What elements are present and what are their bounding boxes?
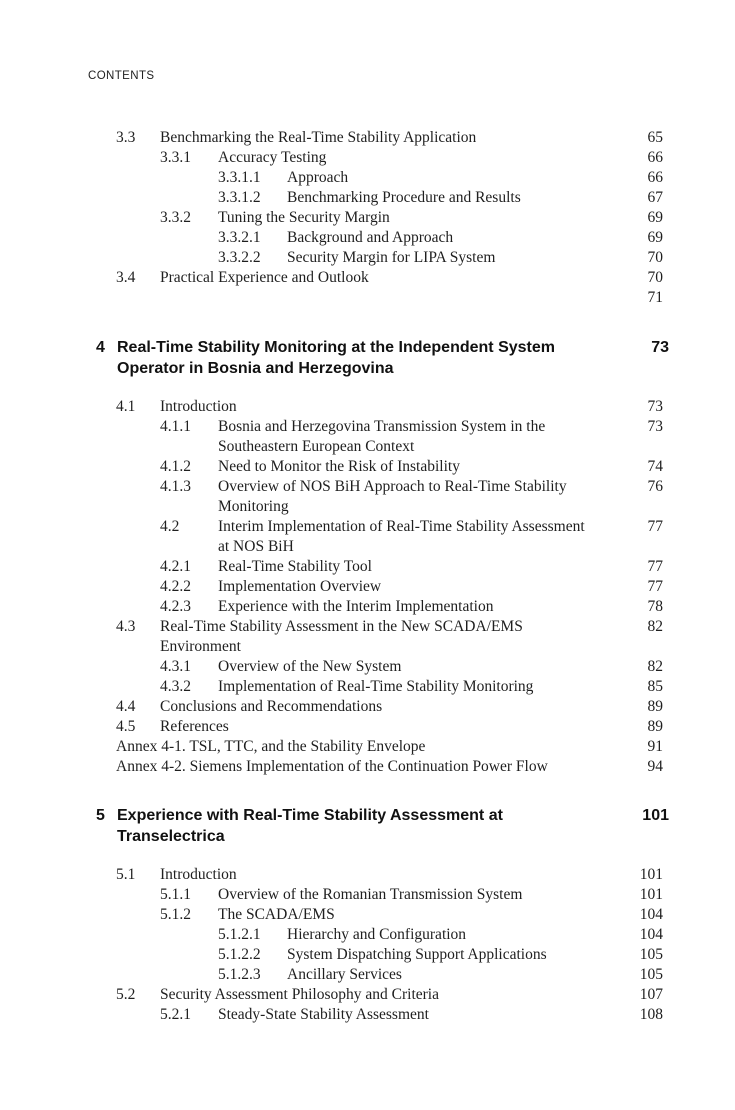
section-title: Southeastern European Context [218, 438, 415, 455]
toc-entry[interactable] [0, 905, 735, 925]
section-title: References [160, 718, 229, 735]
section-title: Accuracy Testing [218, 149, 327, 166]
toc-entry[interactable] [0, 865, 735, 885]
toc-entry[interactable] [0, 557, 735, 577]
toc-entry[interactable] [0, 397, 735, 417]
section-number: 3.3.2.2 [218, 249, 261, 266]
section-number: 5.1 [116, 866, 136, 883]
section-title: The SCADA/EMS [218, 906, 335, 923]
toc-entry[interactable] [0, 985, 735, 1005]
section-number: 4.1.3 [160, 478, 191, 495]
chapter-5-heading[interactable] [96, 805, 669, 849]
page-number: 69 [647, 209, 663, 226]
page-number: 85 [647, 678, 663, 695]
toc-entry[interactable] [0, 577, 735, 597]
page-number: 70 [647, 249, 663, 266]
section-title: at NOS BiH [218, 538, 294, 555]
section-number: 5.2 [116, 986, 136, 1003]
toc-entry[interactable] [0, 945, 735, 965]
page-number: 101 [639, 866, 663, 883]
section-title: Approach [287, 169, 349, 186]
chapter-title-line-2: Transelectrica [117, 828, 225, 845]
section-title: Overview of the Romanian Transmission System [218, 886, 523, 903]
page-number: 101 [639, 886, 663, 903]
chapter-title-line-1: Real-Time Stability Monitoring at the Independent System [117, 339, 555, 356]
section-number: 4.1.1 [160, 418, 191, 435]
toc-entry[interactable] [0, 417, 735, 437]
toc-entry[interactable] [0, 497, 735, 517]
chapter-page: 101 [642, 807, 669, 824]
page-number: 70 [647, 269, 663, 286]
section-number: 4.2.2 [160, 578, 191, 595]
toc-entry[interactable] [0, 677, 735, 697]
toc-entry[interactable] [0, 657, 735, 677]
section-title: Security Assessment Philosophy and Criteria [160, 986, 439, 1003]
toc-entry[interactable] [0, 288, 735, 308]
section-title: Introduction [160, 398, 237, 415]
toc-entry[interactable] [0, 477, 735, 497]
page-number: 71 [647, 289, 663, 306]
section-title: Experience with the Interim Implementation [218, 598, 494, 615]
section-title: Implementation of Real-Time Stability Monitoring [218, 678, 534, 695]
section-title: Benchmarking the Real-Time Stability Application [160, 129, 477, 146]
toc-entry[interactable] [0, 697, 735, 717]
page-number: 77 [647, 518, 663, 535]
chapter-title-line-1: Experience with Real-Time Stability Assessment at [117, 807, 503, 824]
toc-entry[interactable] [0, 885, 735, 905]
section-number: 4.3 [116, 618, 136, 635]
page-number: 89 [647, 718, 663, 735]
toc-entry[interactable] [0, 437, 735, 457]
section-number: 5.1.2 [160, 906, 191, 923]
section-title: Interim Implementation of Real-Time Stability Assessment [218, 518, 585, 535]
page-number: 91 [647, 738, 663, 755]
page-number: 108 [639, 1006, 663, 1023]
page-number: 104 [639, 906, 663, 923]
page-number: 73 [647, 398, 663, 415]
toc-entry[interactable] [0, 965, 735, 985]
page-number: 74 [647, 458, 663, 475]
section-title: Background and Approach [287, 229, 454, 246]
section-number: 3.4 [116, 269, 136, 286]
toc-entry[interactable] [0, 188, 735, 208]
chapter-number: 4 [96, 339, 105, 356]
toc-entry[interactable] [0, 268, 735, 288]
section-number: 3.3.1.1 [218, 169, 261, 186]
section-title: Benchmarking Procedure and Results [287, 189, 521, 206]
section-number: 3.3.2.1 [218, 229, 261, 246]
section-title: Annex 4-2. Siemens Implementation of the Continuation Power Flow [116, 758, 548, 775]
page-number: 78 [647, 598, 663, 615]
page-number: 105 [639, 966, 663, 983]
running-head: CONTENTS [88, 70, 155, 82]
section-number: 4.3.1 [160, 658, 191, 675]
section-title: Introduction [160, 866, 237, 883]
toc-entry[interactable] [0, 128, 735, 148]
page-number: 104 [639, 926, 663, 943]
toc-entry[interactable] [0, 597, 735, 617]
toc-entry[interactable] [0, 537, 735, 557]
section-number: 5.1.2.2 [218, 946, 261, 963]
page-number: 73 [647, 418, 663, 435]
page-number: 82 [647, 618, 663, 635]
section-title: Monitoring [218, 498, 289, 515]
section-number: 4.2 [160, 518, 180, 535]
page-number: 69 [647, 229, 663, 246]
section-number: 3.3 [116, 129, 136, 146]
section-title: Conclusions and Recommendations [160, 698, 383, 715]
toc-entry[interactable] [0, 737, 735, 757]
section-title: Real-Time Stability Tool [218, 558, 372, 575]
toc-entry[interactable] [0, 637, 735, 657]
page-number: 94 [647, 758, 663, 775]
section-title: Bosnia and Herzegovina Transmission System in the [218, 418, 546, 435]
section-number: 4.5 [116, 718, 136, 735]
section-number: 4.4 [116, 698, 136, 715]
section-number: 3.3.1 [160, 149, 191, 166]
page-number: 67 [647, 189, 663, 206]
section-number: 4.2.3 [160, 598, 191, 615]
toc-entry[interactable] [0, 925, 735, 945]
section-number: 5.1.2.3 [218, 966, 261, 983]
section-number: 4.3.2 [160, 678, 191, 695]
page-number: 66 [647, 169, 663, 186]
section-number: 4.1 [116, 398, 136, 415]
toc-entry[interactable] [0, 717, 735, 737]
section-title: Overview of NOS BiH Approach to Real-Time Stability [218, 478, 567, 495]
section-number: 5.2.1 [160, 1006, 191, 1023]
section-title: Implementation Overview [218, 578, 382, 595]
chapter-page: 73 [651, 339, 669, 356]
page-number: 82 [647, 658, 663, 675]
toc-entry[interactable] [0, 1005, 735, 1025]
toc-entry[interactable] [0, 517, 735, 537]
page-number: 89 [647, 698, 663, 715]
section-title: Need to Monitor the Risk of Instability [218, 458, 460, 475]
toc-entry[interactable] [0, 248, 735, 268]
section-number: 3.3.2 [160, 209, 191, 226]
section-title: Practical Experience and Outlook [160, 269, 369, 286]
toc-entry[interactable] [0, 148, 735, 168]
toc-entry[interactable] [0, 617, 735, 637]
page-number: 66 [647, 149, 663, 166]
section-title: Annex 4-1. TSL, TTC, and the Stability Envelope [116, 738, 426, 755]
toc-entry[interactable] [0, 757, 735, 777]
section-title: Ancillary Services [287, 966, 402, 983]
section-number: 4.1.2 [160, 458, 191, 475]
chapter-number: 5 [96, 807, 105, 824]
section-title: Security Margin for LIPA System [287, 249, 496, 266]
toc-entry[interactable] [0, 208, 735, 228]
section-title: Overview of the New System [218, 658, 402, 675]
section-title: Hierarchy and Configuration [287, 926, 467, 943]
section-number: 4.2.1 [160, 558, 191, 575]
page-number: 105 [639, 946, 663, 963]
section-number: 5.1.1 [160, 886, 191, 903]
section-number: 5.1.2.1 [218, 926, 261, 943]
chapter-title-line-2: Operator in Bosnia and Herzegovina [117, 360, 394, 377]
section-title: Tuning the Security Margin [218, 209, 390, 226]
chapter-4-heading[interactable] [96, 337, 669, 381]
toc-entry[interactable] [0, 228, 735, 248]
section-title: Real-Time Stability Assessment in the New SCADA/EMS [160, 618, 523, 635]
page-number: 77 [647, 578, 663, 595]
page-number: 76 [647, 478, 663, 495]
section-title: Steady-State Stability Assessment [218, 1006, 429, 1023]
section-number: 3.3.1.2 [218, 189, 261, 206]
page-number: 107 [639, 986, 663, 1003]
page-number: 77 [647, 558, 663, 575]
section-title: System Dispatching Support Applications [287, 946, 547, 963]
page-number: 65 [647, 129, 663, 146]
toc-entry[interactable] [0, 168, 735, 188]
section-title: Environment [160, 638, 241, 655]
toc-entry[interactable] [0, 457, 735, 477]
